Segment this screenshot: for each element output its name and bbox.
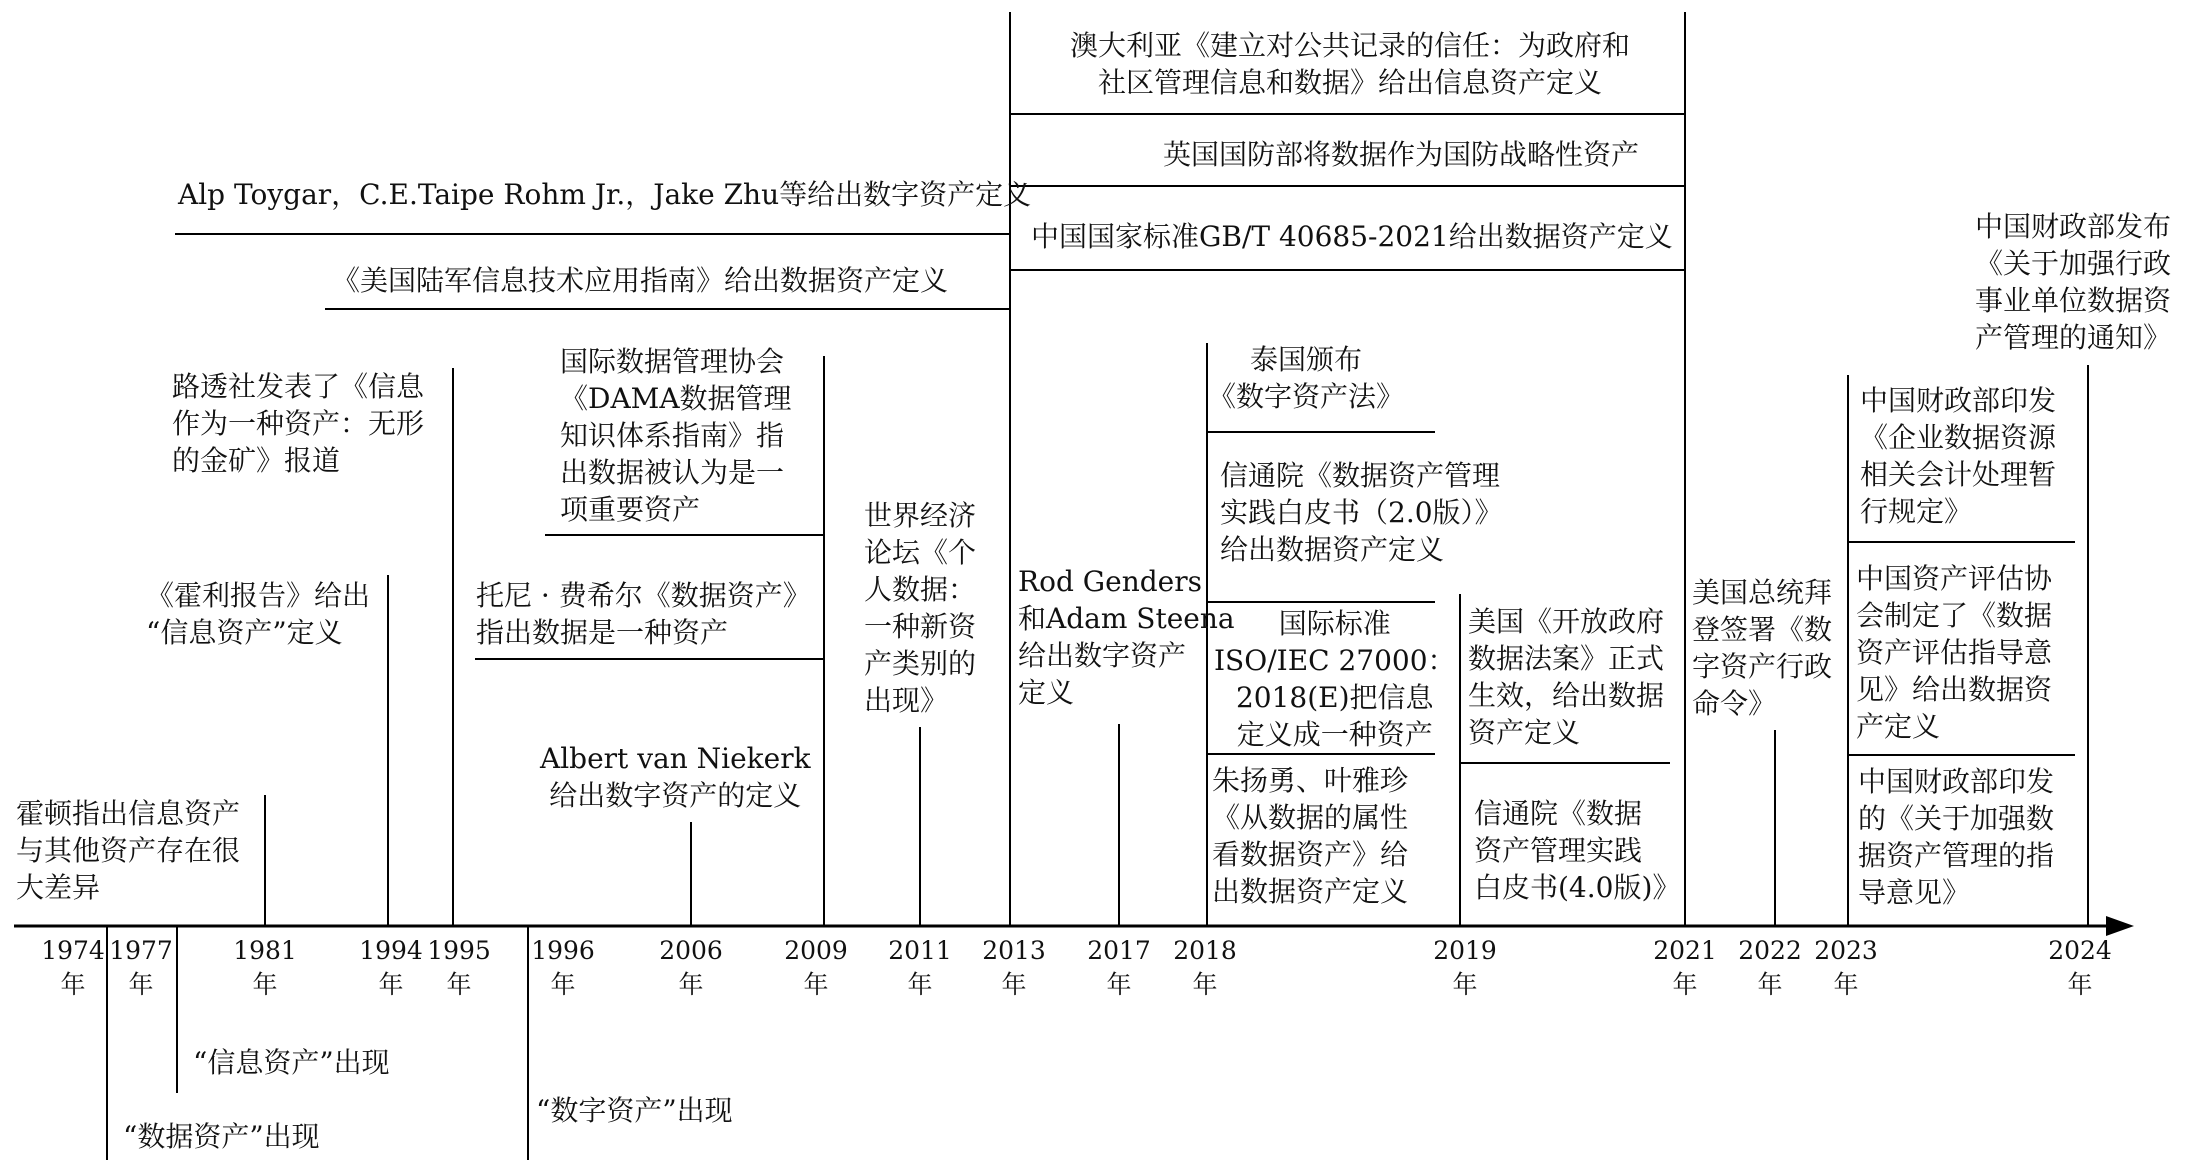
event-caict4: 信通院《数据 资产管理实践 白皮书(4.0版)》 bbox=[1474, 797, 1681, 904]
event-thailand: 泰国颁布 《数字资产法》 bbox=[1208, 343, 1405, 413]
event-reuters: 路透社发表了《信息 作为一种资产：无形 的金矿》报道 bbox=[172, 370, 425, 477]
event-caict2: 信通院《数据资产管理 实践白皮书（2.0版）》 给出数据资产定义 bbox=[1220, 459, 1503, 566]
event-australia: 澳大利亚《建立对公共记录的信任：为政府和 社区管理信息和数据》给出信息资产定义 bbox=[1070, 29, 1631, 99]
event-us-opengov: 美国《开放政府 数据法案》正式 生效，给出数据 资产定义 bbox=[1468, 605, 1665, 749]
event-fisher: 托尼 · 费希尔《数据资产》 指出数据是一种资产 bbox=[476, 579, 811, 649]
year-2018: 2018 年 bbox=[1173, 936, 1237, 999]
event-gbt: 中国国家标准GB/T 40685-2021给出数据资产定义 bbox=[1031, 220, 1673, 253]
year-2009: 2009 年 bbox=[784, 936, 848, 999]
year-1996: 1996 年 bbox=[531, 936, 595, 999]
event-horley: 《霍利报告》给出 “信息资产”定义 bbox=[146, 579, 371, 649]
year-2013: 2013 年 bbox=[982, 936, 1046, 999]
event-wef: 世界经济 论坛《个 人数据： 一种新资 产类别的 出现》 bbox=[864, 499, 977, 717]
event-genders: Rod Genders 和Adam Steena 给出数字资产 定义 bbox=[1018, 565, 1235, 709]
year-2021: 2021 年 bbox=[1653, 936, 1717, 999]
event-mof-guidance: 中国财政部印发 的《关于加强数 据资产管理的指 导意见》 bbox=[1858, 765, 2055, 909]
event-us-army: 《美国陆军信息技术应用指南》给出数据资产定义 bbox=[332, 264, 949, 297]
year-2017: 2017 年 bbox=[1087, 936, 1151, 999]
year-2024: 2024 年 bbox=[2048, 936, 2112, 999]
event-hoton: 霍顿指出信息资产 与其他资产存在很 大差异 bbox=[16, 797, 241, 904]
axis-arrowhead bbox=[2106, 916, 2134, 936]
year-2019: 2019 年 bbox=[1433, 936, 1497, 999]
event-niekerk: Albert van Niekerk 给出数字资产的定义 bbox=[540, 742, 811, 812]
year-1974: 1974 年 bbox=[41, 936, 105, 999]
year-1977: 1977 年 bbox=[109, 936, 173, 999]
event-biden: 美国总统拜 登签署《数 字资产行政 命令》 bbox=[1692, 576, 1833, 720]
event-digital-asset-emerge: “数字资产”出现 bbox=[536, 1094, 733, 1127]
year-2023: 2023 年 bbox=[1814, 936, 1878, 999]
event-iso: 国际标准 ISO/IEC 27000： 2018(E)把信息 定义成一种资产 bbox=[1214, 607, 1456, 751]
event-mof-notice: 中国财政部发布 《关于加强行政 事业单位数据资 产管理的通知》 bbox=[1975, 210, 2172, 354]
event-dama: 国际数据管理协会 《DAMA数据管理 知识体系指南》指 出数据被认为是一 项重要资产 bbox=[560, 345, 792, 526]
year-2011: 2011 年 bbox=[888, 936, 952, 999]
year-1994: 1994 年 bbox=[359, 936, 423, 999]
event-zhu: 朱扬勇、叶雅珍 《从数据的属性 看数据资产》给 出数据资产定义 bbox=[1212, 764, 1409, 908]
year-2022: 2022 年 bbox=[1738, 936, 1802, 999]
event-toygar: Alp Toygar，C.E.Taipe Rohm Jr.，Jake Zhu等给出数字资产定义 bbox=[178, 178, 1032, 211]
year-2006: 2006 年 bbox=[659, 936, 723, 999]
event-mof-interim: 中国财政部印发 《企业数据资源 相关会计处理暂 行规定》 bbox=[1860, 384, 2057, 528]
year-1981: 1981 年 bbox=[233, 936, 297, 999]
event-data-asset-emerge: “数据资产”出现 bbox=[123, 1120, 320, 1153]
event-cas-guide: 中国资产评估协 会制定了《数据 资产评估指导意 见》给出数据资 产定义 bbox=[1856, 562, 2053, 743]
event-info-asset-emerge: “信息资产”出现 bbox=[193, 1046, 390, 1079]
event-uk-mod: 英国国防部将数据作为国防战略性资产 bbox=[1163, 138, 1640, 171]
year-1995: 1995 年 bbox=[427, 936, 491, 999]
